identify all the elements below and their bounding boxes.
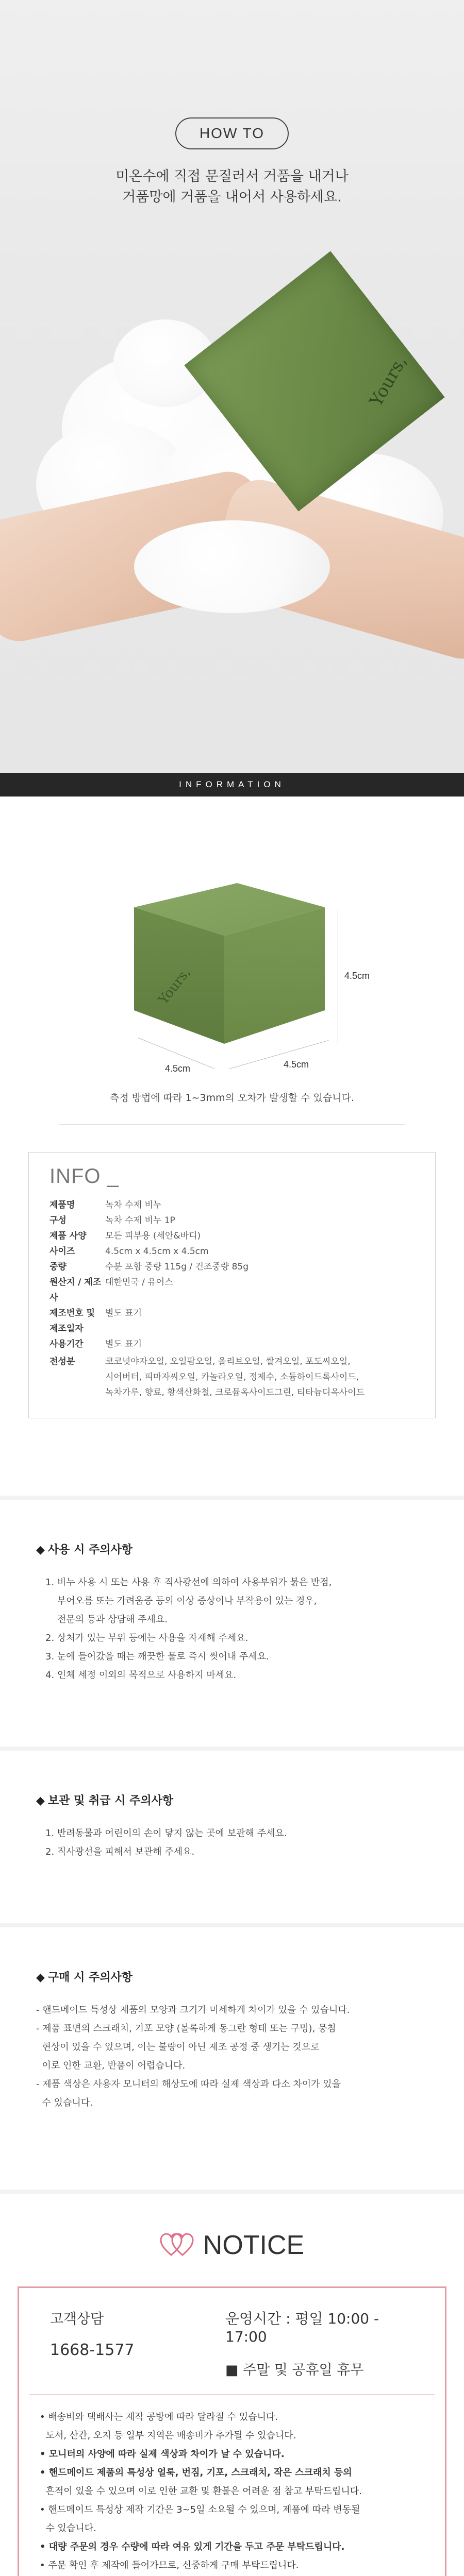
info-title: INFO _ bbox=[49, 1165, 119, 1188]
caution-purchase-section bbox=[0, 1927, 464, 2190]
information-bar: INFORMATION bbox=[0, 773, 464, 796]
list-item: 3. 눈에 들어갔을 때는 깨끗한 물로 즉시 씻어내 주세요. bbox=[45, 1651, 269, 1662]
info-label: 사이즈 bbox=[49, 1246, 75, 1257]
list-item: - 제품 색상은 사용자 모니터의 해상도에 따라 실제 색상과 다소 차이가 있을 bbox=[36, 2079, 341, 2090]
caution-storage-heading bbox=[36, 1792, 428, 1808]
notice-title bbox=[0, 2230, 464, 2261]
notice-item: 흔적이 있을 수 있으며 이로 인한 교환 및 환불은 어려운 점 참고 부탁드립니다. bbox=[40, 2486, 362, 2497]
list-item: 2. 상처가 있는 부위 등에는 사용을 자제해 주세요. bbox=[45, 1633, 248, 1643]
foam-bubble bbox=[134, 520, 330, 613]
measurement-error-note: 측정 방법에 따라 1~3mm의 오차가 발생할 수 있습니다. bbox=[109, 1092, 355, 1104]
list-item: 이로 인한 교환, 반품이 어렵습니다. bbox=[36, 2060, 186, 2071]
diamond-icon: ◆ bbox=[36, 1971, 45, 1984]
info-value: 모든 피부용 (세안&바디) bbox=[105, 1231, 201, 1241]
caution-use-section bbox=[0, 1500, 464, 1747]
caution-storage-list bbox=[36, 1824, 428, 1861]
notice-box bbox=[18, 2286, 446, 2576]
info-row-weight bbox=[49, 1259, 415, 1275]
info-value: 녹차 수제 비누 1P bbox=[105, 1215, 175, 1226]
info-row-composition bbox=[49, 1213, 415, 1228]
list-item: 전문의 등과 상담해 주세요. bbox=[45, 1614, 168, 1625]
heading-text: 구매 시 주의사항 bbox=[47, 1971, 133, 1984]
info-label: 전성분 bbox=[49, 1357, 75, 1367]
caution-storage-section bbox=[0, 1751, 464, 1923]
list-item: 1. 비누 사용 시 또는 사용 후 직사광선에 의하여 사용부위가 붉은 반점, bbox=[45, 1577, 332, 1588]
howto-instruction-line1: 미온수에 직접 문질러서 거품을 내거나 bbox=[115, 168, 349, 184]
list-item: 2. 직사광선을 피해서 보관해 주세요. bbox=[45, 1846, 195, 1857]
list-item: - 제품 표면의 스크래치, 기포 모양 (볼록하게 동그란 형태 또는 구멍), 뭉침 bbox=[36, 2023, 336, 2034]
info-row-ingredients bbox=[49, 1354, 415, 1400]
diamond-icon: ◆ bbox=[36, 1794, 45, 1807]
customer-service-info bbox=[29, 2288, 435, 2395]
notice-item: • 핸드메이드 제품의 특성상 얼룩, 번짐, 기포, 스크래치, 작은 스크래치 등의 bbox=[40, 2467, 352, 2478]
section-divider bbox=[0, 1923, 464, 1927]
caution-purchase-list bbox=[36, 2001, 428, 2112]
notice-item: • 대량 주문의 경우 수량에 따라 여유 있게 기간을 두고 주문 부탁드립니다. bbox=[40, 2541, 345, 2552]
list-item: 1. 반려동물과 어린이의 손이 닿지 않는 곳에 보관해 주세요. bbox=[45, 1828, 287, 1839]
info-value: 4.5cm x 4.5cm x 4.5cm bbox=[105, 1246, 209, 1257]
info-value: 대한민국 / 유어스 bbox=[105, 1277, 173, 1287]
howto-section bbox=[0, 0, 464, 773]
operating-hours: 운영시간 : 평일 10:00 - 17:00 bbox=[225, 2310, 379, 2345]
list-item: 4. 인체 세정 이외의 목적으로 사용하지 마세요. bbox=[45, 1670, 237, 1681]
caution-use-list bbox=[36, 1573, 428, 1685]
info-label: 제품 사양 bbox=[49, 1231, 87, 1241]
notice-list bbox=[19, 2395, 445, 2576]
info-value: 녹차 수제 비누 bbox=[105, 1200, 162, 1210]
caution-purchase-heading bbox=[36, 1969, 428, 1985]
info-row-period bbox=[49, 1336, 415, 1352]
product-image-section bbox=[0, 796, 464, 1152]
info-value: 별도 표기 bbox=[105, 1308, 142, 1318]
info-row-origin bbox=[49, 1275, 415, 1306]
info-row-lot bbox=[49, 1306, 415, 1336]
info-value: 수분 포함 중량 115g / 건조중량 85g bbox=[105, 1262, 249, 1272]
double-heart-icon bbox=[160, 2232, 196, 2258]
list-item: 부어오름 또는 가려움증 등의 이상 증상이나 부작용이 있는 경우, bbox=[45, 1596, 317, 1606]
heading-text: 사용 시 주의사항 bbox=[47, 1544, 133, 1556]
notice-item: 수 있습니다. bbox=[40, 2523, 96, 2534]
info-row-size bbox=[49, 1244, 415, 1259]
info-label: 구성 bbox=[49, 1215, 67, 1226]
soap-brand-label: Yours, bbox=[366, 352, 411, 411]
diamond-icon: ◆ bbox=[36, 1544, 45, 1556]
product-info-box bbox=[28, 1152, 436, 1418]
cs-contact bbox=[50, 2308, 225, 2379]
soap-cube-label: Yours, bbox=[155, 964, 194, 1008]
info-label: 중량 bbox=[49, 1262, 67, 1272]
divider bbox=[59, 1124, 405, 1125]
section-divider bbox=[0, 2190, 464, 2194]
notice-item: • 배송비와 택배사는 제작 공방에 따라 달라질 수 있습니다. bbox=[40, 2412, 278, 2422]
notice-section bbox=[0, 2194, 464, 2576]
info-label: 제조번호 및 제조일자 bbox=[49, 1308, 95, 1334]
ingredients-line: 녹차가루, 향료, 황색산화철, 크로뮴옥사이드그린, 티타늄디옥사이드 bbox=[105, 1387, 365, 1398]
dimension-right: 4.5cm bbox=[284, 1059, 309, 1070]
spacer bbox=[0, 1418, 464, 1496]
ingredients-line: 시어버터, 피마자씨오일, 카놀라오일, 정제수, 소듐하이드록사이드, bbox=[105, 1372, 359, 1382]
list-item: 수 있습니다. bbox=[36, 2097, 93, 2108]
notice-item: 도서, 산간, 오지 등 일부 지역은 배송비가 추가될 수 있습니다. bbox=[40, 2430, 296, 2441]
howto-instruction-line2: 거품망에 거품을 내어서 사용하세요. bbox=[122, 189, 342, 205]
caution-use-heading bbox=[36, 1541, 428, 1557]
notice-item: • 핸드메이드 특성상 제작 기간은 3~5일 소요될 수 있으며, 제품에 따라 변동될 bbox=[40, 2504, 360, 2515]
list-item: - 핸드메이드 특성상 제품의 모양과 크기가 미세하게 차이가 있을 수 있습니다. bbox=[36, 2005, 350, 2015]
info-row-name bbox=[49, 1197, 415, 1213]
howto-badge: HOW TO bbox=[175, 117, 289, 149]
heading-text: 보관 및 취급 시 주의사항 bbox=[47, 1794, 174, 1807]
cs-label: 고객상담 bbox=[50, 2311, 104, 2327]
notice-item: • 모니터의 사양에 따라 실제 색상과 차이가 날 수 있습니다. bbox=[40, 2449, 285, 2460]
info-rows bbox=[49, 1197, 415, 1400]
info-label: 사용기간 bbox=[49, 1339, 84, 1349]
info-value: 별도 표기 bbox=[105, 1339, 142, 1349]
info-label: 원산지 / 제조사 bbox=[49, 1277, 102, 1303]
info-row-spec bbox=[49, 1228, 415, 1244]
ingredients-line: 코코넛야자오일, 오일팜오일, 올리브오일, 쌀겨오일, 포도씨오일, bbox=[105, 1357, 351, 1367]
closed-days: ■ 주말 및 공휴일 휴무 bbox=[225, 2362, 364, 2378]
soap-cube-image bbox=[129, 879, 335, 1049]
section-divider bbox=[0, 1747, 464, 1751]
cs-hours bbox=[225, 2308, 414, 2379]
notice-title-text: NOTICE bbox=[203, 2230, 305, 2260]
cs-phone[interactable]: 1668-1577 bbox=[50, 2341, 135, 2359]
info-label: 제품명 bbox=[49, 1200, 75, 1210]
ingredients-list bbox=[105, 1354, 364, 1400]
notice-item: • 주문 확인 후 제작에 들어가므로, 신중하게 구매 부탁드립니다. bbox=[40, 2560, 299, 2571]
list-item: 현상이 있을 수 있으며, 이는 불량이 아닌 제조 공정 중 생기는 것으로 bbox=[36, 2042, 320, 2053]
dimension-height: 4.5cm bbox=[344, 971, 370, 981]
dimension-left: 4.5cm bbox=[165, 1063, 191, 1074]
section-divider bbox=[0, 1496, 464, 1500]
